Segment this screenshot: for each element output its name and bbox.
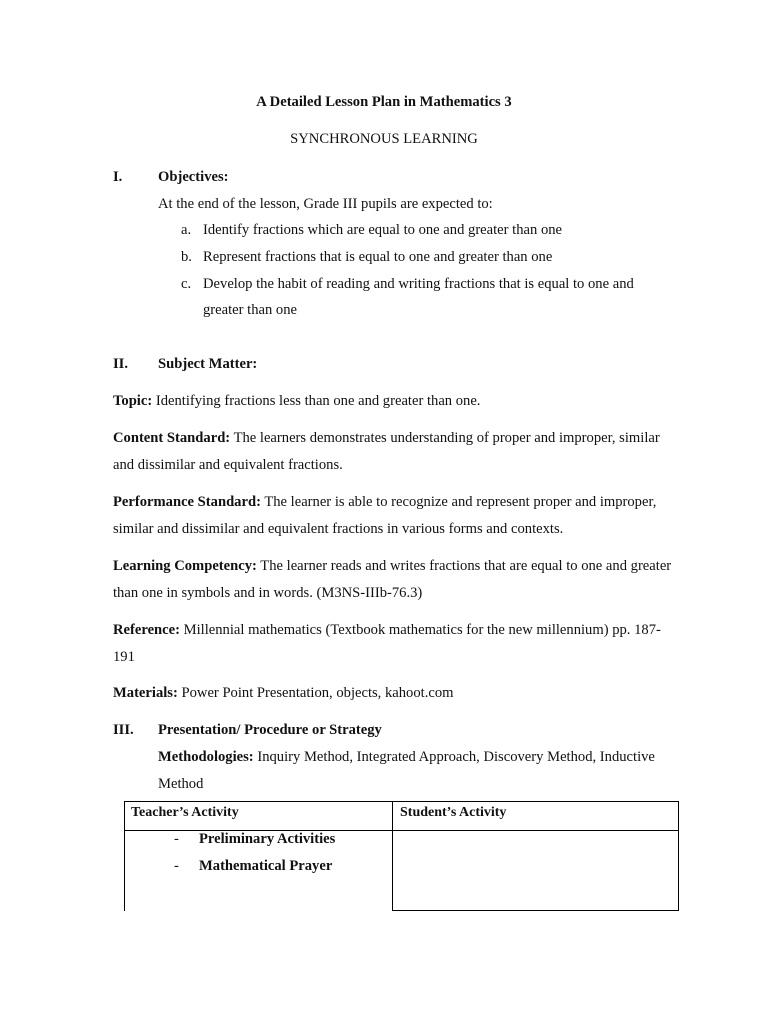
list-dash: - — [174, 858, 179, 874]
section-1-heading: Objectives: — [158, 169, 229, 185]
performance-standard-text: The learner is able to recognize and represent proper and improper, — [264, 494, 657, 510]
topic-label: Topic: — [113, 393, 153, 409]
objective-marker-c: c. — [181, 276, 192, 292]
reference-line1 — [113, 622, 661, 639]
teacher-activity-header: Teacher’s Activity — [131, 805, 239, 820]
performance-standard-line1 — [113, 494, 656, 511]
topic-text: Identifying fractions less than one and greater than one. — [155, 393, 481, 409]
objective-marker-b: b. — [181, 249, 192, 265]
performance-standard-line2: similar and dissimilar and equivalent fractions in various forms and contexts. — [113, 521, 564, 537]
section-1-number: I. — [113, 169, 123, 185]
methodologies-line2: Method — [158, 776, 204, 792]
methodologies-text: Inquiry Method, Integrated Approach, Discovery Method, Inductive — [257, 749, 655, 765]
document-subtitle: SYNCHRONOUS LEARNING — [290, 131, 478, 147]
reference-label: Reference: — [113, 622, 180, 638]
performance-standard-label: Performance Standard: — [113, 494, 261, 510]
objective-text-c-continued: greater than one — [203, 302, 297, 318]
learning-competency-line1 — [113, 558, 671, 575]
objective-text-b: Represent fractions that is equal to one and greater than one — [203, 249, 553, 265]
section-2-heading: Subject Matter: — [158, 356, 258, 372]
table-right-border — [678, 801, 679, 911]
methodologies-label: Methodologies: — [158, 749, 254, 765]
content-standard-label: Content Standard: — [113, 430, 231, 446]
objective-text-c: Develop the habit of reading and writing fractions that is equal to one and — [203, 276, 634, 292]
section-2-number: II. — [113, 356, 129, 372]
materials-line — [113, 685, 453, 702]
content-standard-line1 — [113, 430, 660, 447]
table-left-border — [124, 801, 125, 911]
objective-text-a: Identify fractions which are equal to one and greater than one — [203, 222, 563, 238]
materials-text: Power Point Presentation, objects, kahoot.com — [181, 685, 454, 701]
topic-line — [113, 393, 480, 410]
learning-competency-text: The learner reads and writes fractions that are equal to one and greater — [260, 558, 672, 574]
reference-line2: 191 — [113, 649, 135, 665]
table-bottom-border — [392, 910, 679, 911]
content-standard-text: The learners demonstrates understanding of proper and improper, similar — [233, 430, 660, 446]
preliminary-activities-item: Preliminary Activities — [199, 831, 336, 847]
section-3-number: III. — [113, 722, 134, 738]
document-title: A Detailed Lesson Plan in Mathematics 3 — [256, 94, 512, 110]
table-column-divider — [392, 801, 393, 911]
activity-table — [124, 801, 679, 911]
section-3-heading: Presentation/ Procedure or Strategy — [158, 722, 382, 738]
learning-competency-line2: than one in symbols and in words. (M3NS-IIIb-76.3) — [113, 585, 423, 601]
reference-text: Millennial mathematics (Textbook mathematics for the new millennium) pp. 187- — [183, 622, 661, 638]
objectives-intro: At the end of the lesson, Grade III pupils are expected to: — [158, 196, 493, 212]
methodologies-line1 — [158, 749, 655, 766]
content-standard-line2: and dissimilar and equivalent fractions. — [113, 457, 343, 473]
list-dash: - — [174, 831, 179, 847]
student-activity-header: Student’s Activity — [400, 805, 507, 820]
mathematical-prayer-item: Mathematical Prayer — [199, 858, 333, 874]
learning-competency-label: Learning Competency: — [113, 558, 257, 574]
objective-marker-a: a. — [181, 222, 192, 238]
materials-label: Materials: — [113, 685, 178, 701]
